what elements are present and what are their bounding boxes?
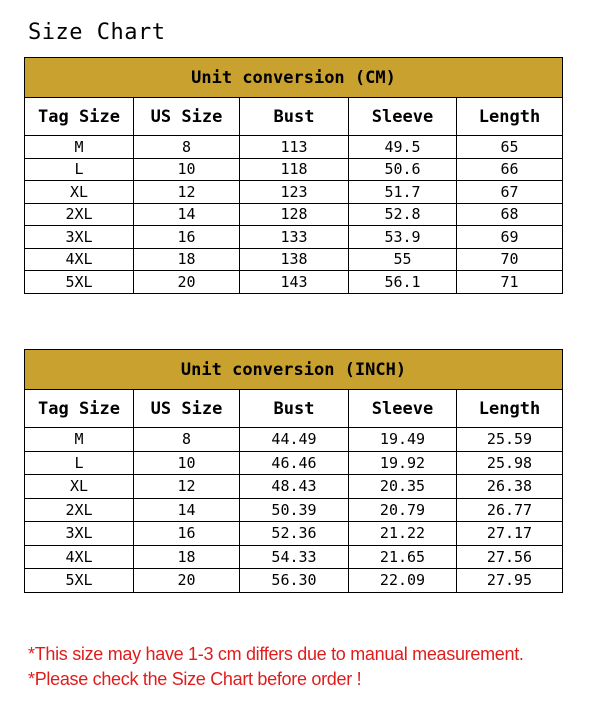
header-sleeve: Sleeve <box>349 98 457 136</box>
cell-length: 27.56 <box>457 545 563 569</box>
page-title: Size Chart <box>28 20 166 45</box>
table-row <box>25 158 563 181</box>
size-table-cm <box>24 57 563 294</box>
cell-tag-size: 3XL <box>25 226 134 249</box>
cell-bust: 56.30 <box>240 569 349 593</box>
cell-us-size: 10 <box>134 451 240 475</box>
header-bust: Bust <box>240 98 349 136</box>
cell-sleeve: 55 <box>349 248 457 271</box>
cell-us-size: 18 <box>134 248 240 271</box>
cell-sleeve: 51.7 <box>349 181 457 204</box>
header-length: Length <box>457 98 563 136</box>
cell-tag-size: 5XL <box>25 569 134 593</box>
table-row <box>25 569 563 593</box>
cell-us-size: 20 <box>134 569 240 593</box>
cell-sleeve: 49.5 <box>349 136 457 159</box>
cell-us-size: 18 <box>134 545 240 569</box>
cell-us-size: 8 <box>134 428 240 452</box>
cell-us-size: 14 <box>134 203 240 226</box>
table-row <box>25 203 563 226</box>
cell-us-size: 12 <box>134 475 240 499</box>
size-table-inch <box>24 349 563 593</box>
cell-tag-size: XL <box>25 181 134 204</box>
cell-us-size: 12 <box>134 181 240 204</box>
header-sleeve: Sleeve <box>349 390 457 428</box>
cell-sleeve: 56.1 <box>349 271 457 294</box>
cell-bust: 48.43 <box>240 475 349 499</box>
table-row <box>25 226 563 249</box>
table-banner-cm: Unit conversion (CM) <box>25 58 563 98</box>
cell-sleeve: 19.92 <box>349 451 457 475</box>
cell-tag-size: L <box>25 158 134 181</box>
cell-bust: 113 <box>240 136 349 159</box>
cell-tag-size: 4XL <box>25 248 134 271</box>
cell-bust: 138 <box>240 248 349 271</box>
cell-length: 27.17 <box>457 522 563 546</box>
table-row <box>25 428 563 452</box>
cell-length: 26.77 <box>457 498 563 522</box>
header-tag-size: Tag Size <box>25 390 134 428</box>
cell-tag-size: 3XL <box>25 522 134 546</box>
cell-tag-size: L <box>25 451 134 475</box>
cell-bust: 133 <box>240 226 349 249</box>
cell-bust: 46.46 <box>240 451 349 475</box>
header-bust: Bust <box>240 390 349 428</box>
cell-bust: 143 <box>240 271 349 294</box>
table-row <box>25 136 563 159</box>
header-us-size: US Size <box>134 98 240 136</box>
cell-bust: 44.49 <box>240 428 349 452</box>
cell-length: 69 <box>457 226 563 249</box>
cell-us-size: 16 <box>134 522 240 546</box>
cell-tag-size: 2XL <box>25 203 134 226</box>
cell-sleeve: 53.9 <box>349 226 457 249</box>
cell-bust: 54.33 <box>240 545 349 569</box>
cell-sleeve: 21.65 <box>349 545 457 569</box>
cell-length: 27.95 <box>457 569 563 593</box>
table-row <box>25 451 563 475</box>
cell-length: 25.59 <box>457 428 563 452</box>
header-us-size: US Size <box>134 390 240 428</box>
cell-length: 66 <box>457 158 563 181</box>
cell-us-size: 16 <box>134 226 240 249</box>
cell-length: 68 <box>457 203 563 226</box>
cell-length: 67 <box>457 181 563 204</box>
cell-us-size: 14 <box>134 498 240 522</box>
cell-bust: 52.36 <box>240 522 349 546</box>
cell-bust: 128 <box>240 203 349 226</box>
table-body-inch <box>25 428 563 593</box>
table-row <box>25 475 563 499</box>
cell-us-size: 10 <box>134 158 240 181</box>
cell-length: 26.38 <box>457 475 563 499</box>
table-banner-inch: Unit conversion (INCH) <box>25 350 563 390</box>
cell-tag-size: M <box>25 136 134 159</box>
cell-length: 70 <box>457 248 563 271</box>
cell-us-size: 8 <box>134 136 240 159</box>
table-row <box>25 248 563 271</box>
cell-us-size: 20 <box>134 271 240 294</box>
table-row <box>25 522 563 546</box>
header-length: Length <box>457 390 563 428</box>
table-body-cm <box>25 136 563 294</box>
measurement-note: *This size may have 1-3 cm differs due to manual measurement. <box>28 644 524 664</box>
cell-sleeve: 22.09 <box>349 569 457 593</box>
cell-length: 65 <box>457 136 563 159</box>
cell-length: 71 <box>457 271 563 294</box>
cell-tag-size: XL <box>25 475 134 499</box>
cell-bust: 123 <box>240 181 349 204</box>
cell-sleeve: 52.8 <box>349 203 457 226</box>
header-tag-size: Tag Size <box>25 98 134 136</box>
table-row <box>25 498 563 522</box>
cell-length: 25.98 <box>457 451 563 475</box>
cell-bust: 50.39 <box>240 498 349 522</box>
cell-tag-size: M <box>25 428 134 452</box>
cell-sleeve: 19.49 <box>349 428 457 452</box>
check-chart-note: *Please check the Size Chart before order ! <box>28 669 362 689</box>
cell-tag-size: 2XL <box>25 498 134 522</box>
cell-sleeve: 20.79 <box>349 498 457 522</box>
cell-sleeve: 50.6 <box>349 158 457 181</box>
cell-sleeve: 20.35 <box>349 475 457 499</box>
table-row <box>25 545 563 569</box>
cell-sleeve: 21.22 <box>349 522 457 546</box>
table-row <box>25 271 563 294</box>
cell-bust: 118 <box>240 158 349 181</box>
cell-tag-size: 4XL <box>25 545 134 569</box>
table-row <box>25 181 563 204</box>
cell-tag-size: 5XL <box>25 271 134 294</box>
